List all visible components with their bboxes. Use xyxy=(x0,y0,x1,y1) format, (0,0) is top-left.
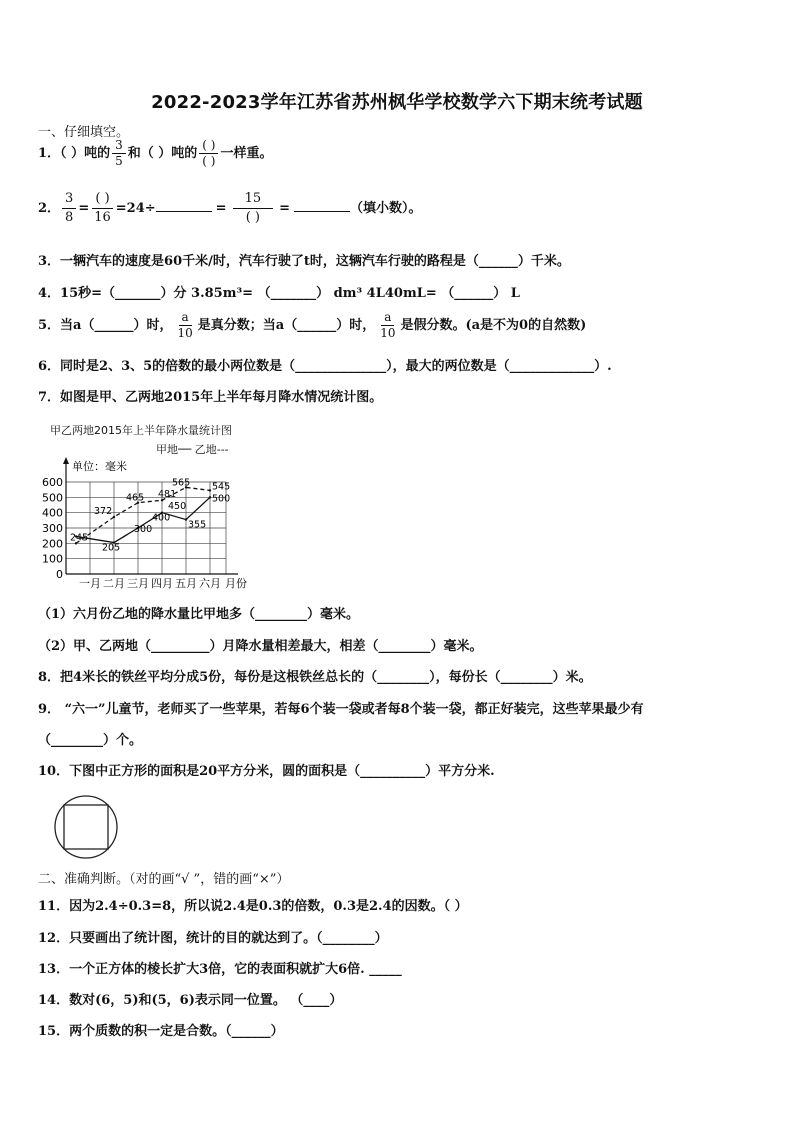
question-12: 12．只要画出了统计图，统计的目的就达到了。（________） xyxy=(38,931,388,946)
y-tick-label: 300 xyxy=(42,522,63,535)
chart-title: 甲乙两地2015年上半年降水量统计图 xyxy=(50,424,232,437)
numerator: 15 xyxy=(233,190,274,209)
x-tick-label: 一月 xyxy=(79,577,101,590)
fraction-15-blank xyxy=(233,190,274,227)
y-axis-label: 单位：毫米 xyxy=(72,460,127,473)
question-5 xyxy=(38,310,586,341)
x-tick-label: 三月 xyxy=(127,577,149,590)
question-9: 9． “六一”儿童节，老师买了一些苹果，若每6个装一袋或者每8个装一袋，都正好装完，这些苹果最少有 xyxy=(38,702,644,717)
data-label: 450 xyxy=(168,501,187,512)
denominator: ( ) xyxy=(245,210,260,225)
question-number: 2． xyxy=(38,201,61,216)
question-4: 4．15秒=（_______）分 3.85m³= （_______） dm³ 4L40mL= （______） L xyxy=(38,286,520,301)
x-tick-label: 四月 xyxy=(151,577,173,590)
data-label: 565 xyxy=(172,477,191,489)
y-tick-label: 600 xyxy=(42,476,63,489)
x-axis-label: 月份 xyxy=(225,577,247,590)
equals-sign: = xyxy=(215,201,227,216)
question-10: 10．下图中正方形的面积是20平方分米，圆的面积是（__________）平方分米. xyxy=(38,764,495,779)
q1-text-a: （ ）吨的 xyxy=(60,146,111,161)
question-3: 3．一辆汽车的速度是60千米/时，汽车行驶了t时，这辆汽车行驶的路程是（______）千米。 xyxy=(38,254,570,269)
question-6: 6．同时是2、3、5的倍数的最小两位数是（______________），最大的两位数是（_____________）. xyxy=(38,359,612,374)
data-label: 355 xyxy=(188,519,207,531)
q1-text-b: 和（ ）吨的 xyxy=(127,146,198,161)
y-tick-label: 400 xyxy=(42,506,63,520)
question-7-2: （2）甲、乙两地（_________）月降水量相差最大，相差（________）毫米。 xyxy=(38,639,483,654)
x-tick-label: 二月 xyxy=(103,577,125,590)
question-11: 11．因为2.4÷0.3=8，所以说2.4是0.3的倍数，0.3是2.4的因数。（ ） xyxy=(38,899,468,914)
question-2 xyxy=(38,190,422,227)
equals-sign: = xyxy=(78,201,90,216)
q2-text-b: =24÷ xyxy=(115,201,156,216)
question-1 xyxy=(38,138,272,169)
fraction-a-10 xyxy=(174,310,195,341)
x-tick-label: 六月 xyxy=(199,577,221,590)
chart-legend: 甲地── 乙地--- xyxy=(156,443,229,456)
data-label: 465 xyxy=(126,492,145,504)
question-7: 7．如图是甲、乙两地2015年上半年每月降水情况统计图。 xyxy=(38,390,383,405)
data-point-jia xyxy=(185,518,187,520)
y-axis-arrow xyxy=(63,457,69,464)
section-1-heading: 一、仔细填空。 xyxy=(38,125,130,140)
fraction-3-5 xyxy=(112,138,126,169)
question-8: 8．把4米长的铁丝平均分成5份，每份是这根铁丝总长的（________），每份长（________）米。 xyxy=(38,670,592,685)
q5-text-a: 5．当a（______）时， xyxy=(38,318,173,333)
data-label: 205 xyxy=(102,542,121,554)
q1-text-c: 一样重。 xyxy=(220,146,273,161)
equals-sign: = xyxy=(279,201,291,216)
q5-text-c: 是假分数。(a是不为0的自然数) xyxy=(400,318,587,333)
section-2-heading: 二、准确判断。（对的画“√ ”，错的画“×”） xyxy=(38,872,290,887)
denominator: 10 xyxy=(177,326,193,340)
numerator: 3 xyxy=(112,138,126,154)
y-tick-label: 500 xyxy=(42,491,63,505)
question-number: 1． xyxy=(38,146,61,161)
data-label: 300 xyxy=(134,524,153,535)
y-tick-label: 0 xyxy=(56,568,63,581)
fraction-blank-16 xyxy=(91,190,114,227)
answer-blank[interactable] xyxy=(156,199,212,212)
denominator: 10 xyxy=(380,326,396,340)
fraction-a-10 xyxy=(377,310,398,341)
fraction-3-8 xyxy=(62,190,76,227)
denominator: ( ) xyxy=(202,154,216,168)
numerator: ( ) xyxy=(199,138,218,154)
numerator: a xyxy=(179,310,192,326)
denominator: 16 xyxy=(94,210,111,225)
data-label: 500 xyxy=(212,493,231,505)
question-13: 13．一个正方体的棱长扩大3倍，它的表面积就扩大6倍. _____ xyxy=(38,962,402,977)
answer-blank[interactable] xyxy=(294,199,350,212)
square-shape xyxy=(64,805,108,849)
numerator: a xyxy=(381,310,394,326)
data-label: 400 xyxy=(152,512,171,524)
data-label: 245 xyxy=(70,532,89,544)
chart-svg xyxy=(38,420,268,590)
circle-square-figure xyxy=(48,793,128,863)
question-7-1: （1）六月份乙地的降水量比甲地多（________）毫米。 xyxy=(38,607,360,622)
rainfall-chart xyxy=(38,420,268,590)
data-point-jia xyxy=(209,496,211,498)
fraction-blank xyxy=(199,138,218,169)
y-tick-label: 200 xyxy=(42,537,63,551)
question-14: 14．数对(6，5)和(5，6)表示同一位置。 （____） xyxy=(38,993,343,1008)
page-title: 2022-2023学年江苏省苏州枫华学校数学六下期末统考试题 xyxy=(151,92,643,113)
data-label: 372 xyxy=(94,505,113,517)
numerator: 3 xyxy=(62,190,76,209)
q2-text-c: （填小数）。 xyxy=(350,201,422,216)
x-tick-label: 五月 xyxy=(175,577,197,590)
data-point-yi xyxy=(209,489,211,491)
y-tick-label: 100 xyxy=(42,552,63,566)
numerator: ( ) xyxy=(92,190,112,209)
q5-text-b: 是真分数；当a（______）时， xyxy=(197,318,376,333)
question-15: 15．两个质数的积一定是合数。（______） xyxy=(38,1024,284,1039)
data-label: 545 xyxy=(212,481,231,493)
data-label: 481 xyxy=(158,489,177,501)
data-point-yi xyxy=(113,516,115,518)
question-9-continued: （________）个。 xyxy=(38,733,143,748)
denominator: 8 xyxy=(65,210,74,225)
denominator: 5 xyxy=(115,154,123,168)
